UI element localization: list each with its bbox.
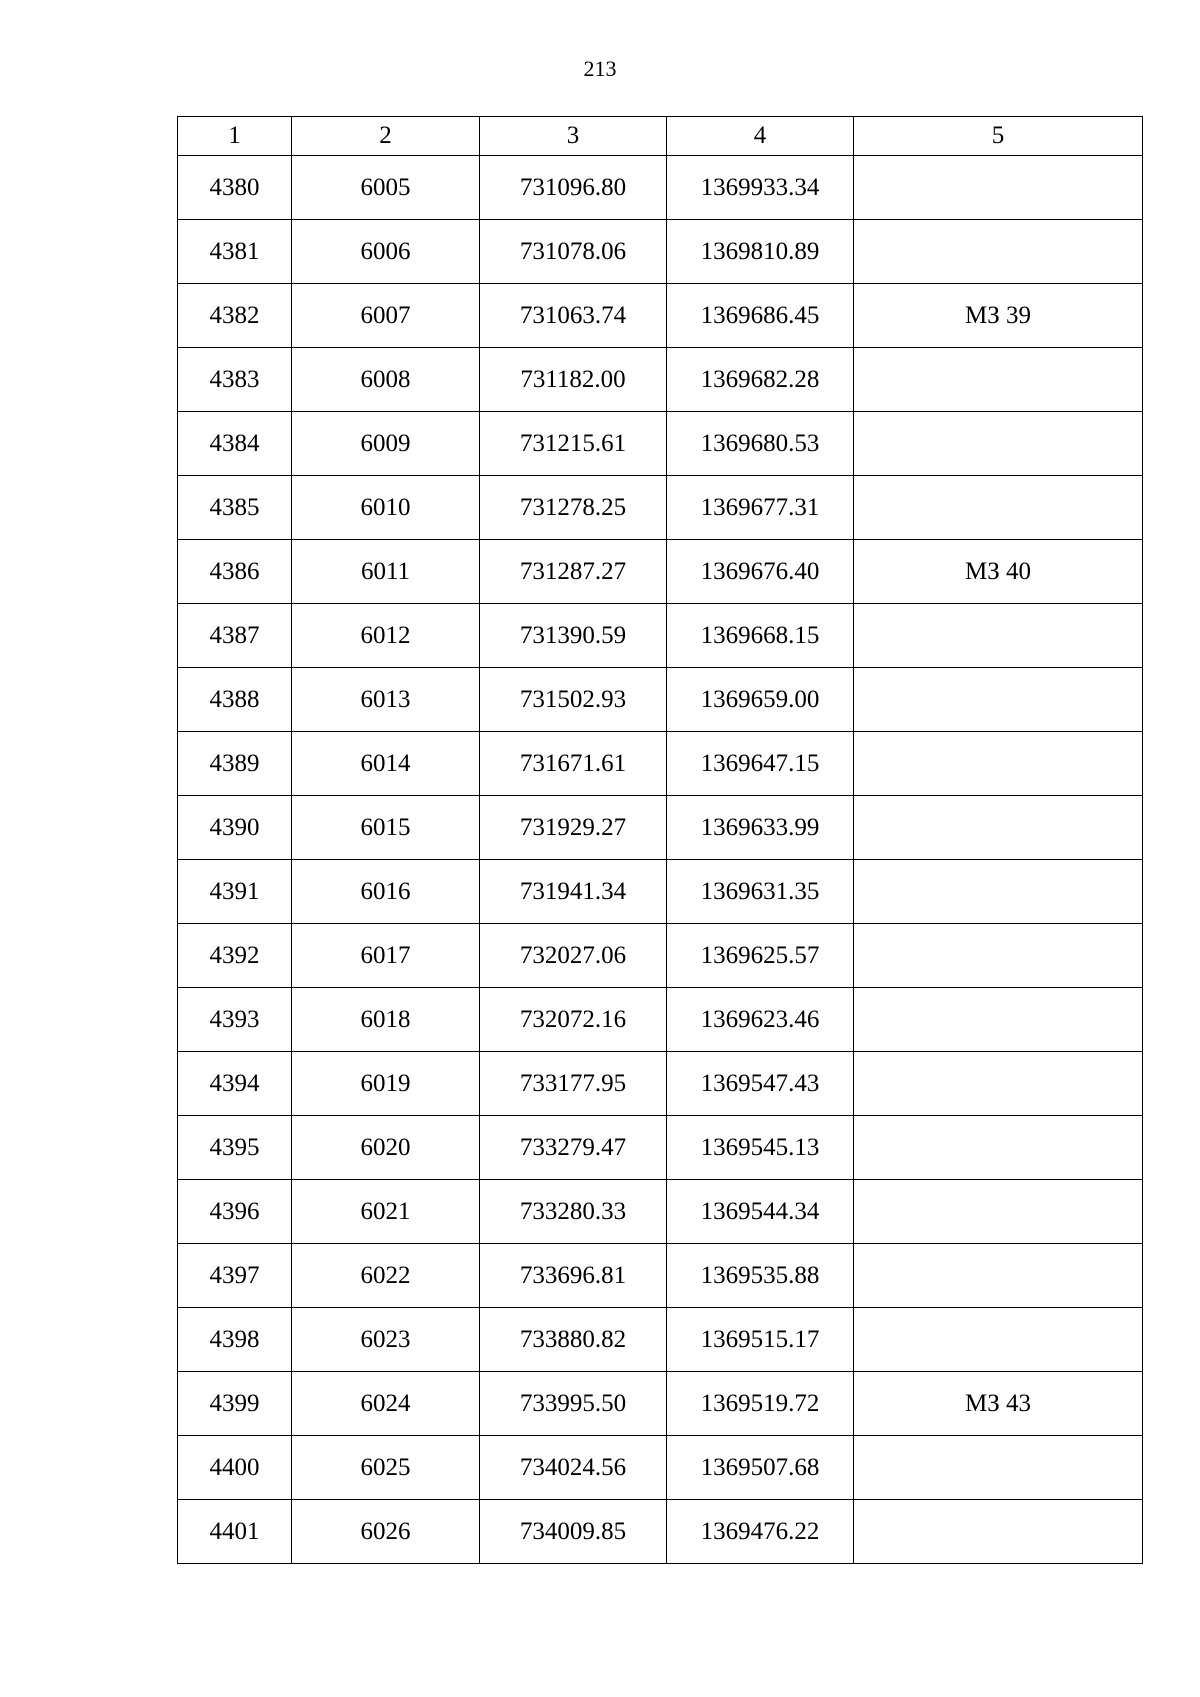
table-cell-col-3: 734009.85: [480, 1500, 667, 1564]
table-cell-col-4: 1369668.15: [667, 604, 854, 668]
header-row: [178, 117, 1143, 156]
table-cell-col-1: 4401: [178, 1500, 292, 1564]
table-row: [178, 796, 1143, 860]
table-cell-col-2: 6008: [292, 348, 480, 412]
table-cell-col-3: 731390.59: [480, 604, 667, 668]
table-cell-col-2: 6026: [292, 1500, 480, 1564]
table-row: [178, 860, 1143, 924]
table-cell-col-1: 4398: [178, 1308, 292, 1372]
table-cell-col-1: 4382: [178, 284, 292, 348]
table-cell-col-5: [854, 1500, 1143, 1564]
table-cell-col-2: 6005: [292, 156, 480, 220]
table-cell-col-1: 4388: [178, 668, 292, 732]
table-cell-col-4: 1369519.72: [667, 1372, 854, 1436]
table-row: [178, 1308, 1143, 1372]
column-header-2: 2: [292, 117, 480, 156]
column-header-1: 1: [178, 117, 292, 156]
table-row: [178, 156, 1143, 220]
table-cell-col-5: [854, 860, 1143, 924]
table-cell-col-3: 731182.00: [480, 348, 667, 412]
table-cell-col-2: 6022: [292, 1244, 480, 1308]
table-cell-col-3: 733696.81: [480, 1244, 667, 1308]
table-cell-col-5: [854, 1308, 1143, 1372]
table-cell-col-5: МЗ 39: [854, 284, 1143, 348]
table-cell-col-5: МЗ 40: [854, 540, 1143, 604]
table-cell-col-5: [854, 1436, 1143, 1500]
table-cell-col-1: 4392: [178, 924, 292, 988]
table-cell-col-4: 1369544.34: [667, 1180, 854, 1244]
table-row: [178, 1244, 1143, 1308]
table-cell-col-4: 1369476.22: [667, 1500, 854, 1564]
table-cell-col-3: 734024.56: [480, 1436, 667, 1500]
table-row: [178, 412, 1143, 476]
table-cell-col-3: 731941.34: [480, 860, 667, 924]
table-row: [178, 540, 1143, 604]
table-cell-col-2: 6014: [292, 732, 480, 796]
table-cell-col-4: 1369507.68: [667, 1436, 854, 1500]
table-cell-col-3: 731063.74: [480, 284, 667, 348]
table-cell-col-4: 1369933.34: [667, 156, 854, 220]
table-cell-col-3: 733880.82: [480, 1308, 667, 1372]
table-cell-col-2: 6023: [292, 1308, 480, 1372]
table-cell-col-2: 6015: [292, 796, 480, 860]
table-cell-col-3: 731078.06: [480, 220, 667, 284]
table-cell-col-3: 732027.06: [480, 924, 667, 988]
table-cell-col-2: 6017: [292, 924, 480, 988]
table-cell-col-1: 4396: [178, 1180, 292, 1244]
table-cell-col-1: 4397: [178, 1244, 292, 1308]
table-cell-col-1: 4393: [178, 988, 292, 1052]
table-cell-col-4: 1369633.99: [667, 796, 854, 860]
table-header: [178, 117, 1143, 156]
table-cell-col-2: 6018: [292, 988, 480, 1052]
table-row: [178, 668, 1143, 732]
table-cell-col-4: 1369676.40: [667, 540, 854, 604]
table-row: [178, 284, 1143, 348]
table-cell-col-5: [854, 412, 1143, 476]
table-cell-col-1: 4383: [178, 348, 292, 412]
table-cell-col-4: 1369677.31: [667, 476, 854, 540]
table-cell-col-3: 733280.33: [480, 1180, 667, 1244]
table-cell-col-4: 1369680.53: [667, 412, 854, 476]
table-cell-col-2: 6020: [292, 1116, 480, 1180]
table-cell-col-4: 1369659.00: [667, 668, 854, 732]
table-cell-col-4: 1369631.35: [667, 860, 854, 924]
table-cell-col-2: 6013: [292, 668, 480, 732]
table-cell-col-5: [854, 924, 1143, 988]
table-cell-col-5: [854, 1244, 1143, 1308]
table-cell-col-3: 731278.25: [480, 476, 667, 540]
table-cell-col-2: 6011: [292, 540, 480, 604]
table-cell-col-4: 1369682.28: [667, 348, 854, 412]
table-cell-col-4: 1369547.43: [667, 1052, 854, 1116]
table-body: [178, 156, 1143, 1564]
table-cell-col-1: 4380: [178, 156, 292, 220]
table-cell-col-5: [854, 988, 1143, 1052]
table-cell-col-3: 731215.61: [480, 412, 667, 476]
table-cell-col-3: 732072.16: [480, 988, 667, 1052]
table-cell-col-5: [854, 668, 1143, 732]
table-cell-col-2: 6012: [292, 604, 480, 668]
table-cell-col-4: 1369545.13: [667, 1116, 854, 1180]
table-cell-col-5: [854, 732, 1143, 796]
table-cell-col-2: 6021: [292, 1180, 480, 1244]
table-cell-col-5: [854, 1052, 1143, 1116]
table-row: [178, 1052, 1143, 1116]
table-cell-col-1: 4381: [178, 220, 292, 284]
table-cell-col-4: 1369810.89: [667, 220, 854, 284]
table-row: [178, 1500, 1143, 1564]
table-row: [178, 1372, 1143, 1436]
table-cell-col-1: 4384: [178, 412, 292, 476]
table-row: [178, 1180, 1143, 1244]
table-cell-col-2: 6009: [292, 412, 480, 476]
table-cell-col-5: [854, 1180, 1143, 1244]
table-cell-col-3: 733995.50: [480, 1372, 667, 1436]
table-cell-col-1: 4387: [178, 604, 292, 668]
table-cell-col-3: 731096.80: [480, 156, 667, 220]
table-cell-col-5: [854, 220, 1143, 284]
table-cell-col-2: 6024: [292, 1372, 480, 1436]
table-row: [178, 1116, 1143, 1180]
table-cell-col-3: 731502.93: [480, 668, 667, 732]
table-row: [178, 732, 1143, 796]
column-header-3: 3: [480, 117, 667, 156]
table-row: [178, 348, 1143, 412]
table-cell-col-2: 6007: [292, 284, 480, 348]
table-cell-col-1: 4385: [178, 476, 292, 540]
table-cell-col-1: 4394: [178, 1052, 292, 1116]
table-cell-col-2: 6010: [292, 476, 480, 540]
table-cell-col-2: 6025: [292, 1436, 480, 1500]
table-cell-col-5: [854, 1116, 1143, 1180]
table-cell-col-2: 6016: [292, 860, 480, 924]
table-cell-col-4: 1369515.17: [667, 1308, 854, 1372]
table-cell-col-4: 1369623.46: [667, 988, 854, 1052]
table-cell-col-1: 4389: [178, 732, 292, 796]
table-row: [178, 924, 1143, 988]
table-cell-col-1: 4390: [178, 796, 292, 860]
table-cell-col-5: [854, 476, 1143, 540]
table-cell-col-5: МЗ 43: [854, 1372, 1143, 1436]
table-cell-col-4: 1369686.45: [667, 284, 854, 348]
coordinates-table: [177, 116, 1143, 1564]
table-row: [178, 604, 1143, 668]
table-cell-col-2: 6019: [292, 1052, 480, 1116]
column-header-5: 5: [854, 117, 1143, 156]
table-cell-col-3: 731929.27: [480, 796, 667, 860]
table-row: [178, 988, 1143, 1052]
table-row: [178, 476, 1143, 540]
table-cell-col-3: 731671.61: [480, 732, 667, 796]
column-header-4: 4: [667, 117, 854, 156]
table-cell-col-5: [854, 604, 1143, 668]
table-cell-col-1: 4386: [178, 540, 292, 604]
table-cell-col-3: 731287.27: [480, 540, 667, 604]
table-cell-col-5: [854, 156, 1143, 220]
table-cell-col-4: 1369535.88: [667, 1244, 854, 1308]
table-cell-col-1: 4400: [178, 1436, 292, 1500]
table-cell-col-5: [854, 796, 1143, 860]
table-cell-col-3: 733177.95: [480, 1052, 667, 1116]
table-row: [178, 1436, 1143, 1500]
table-cell-col-1: 4399: [178, 1372, 292, 1436]
table-cell-col-4: 1369647.15: [667, 732, 854, 796]
table-cell-col-4: 1369625.57: [667, 924, 854, 988]
table-cell-col-1: 4391: [178, 860, 292, 924]
page-number: 213: [583, 56, 617, 81]
table-cell-col-1: 4395: [178, 1116, 292, 1180]
table-cell-col-5: [854, 348, 1143, 412]
table-row: [178, 220, 1143, 284]
table-cell-col-3: 733279.47: [480, 1116, 667, 1180]
table-cell-col-2: 6006: [292, 220, 480, 284]
